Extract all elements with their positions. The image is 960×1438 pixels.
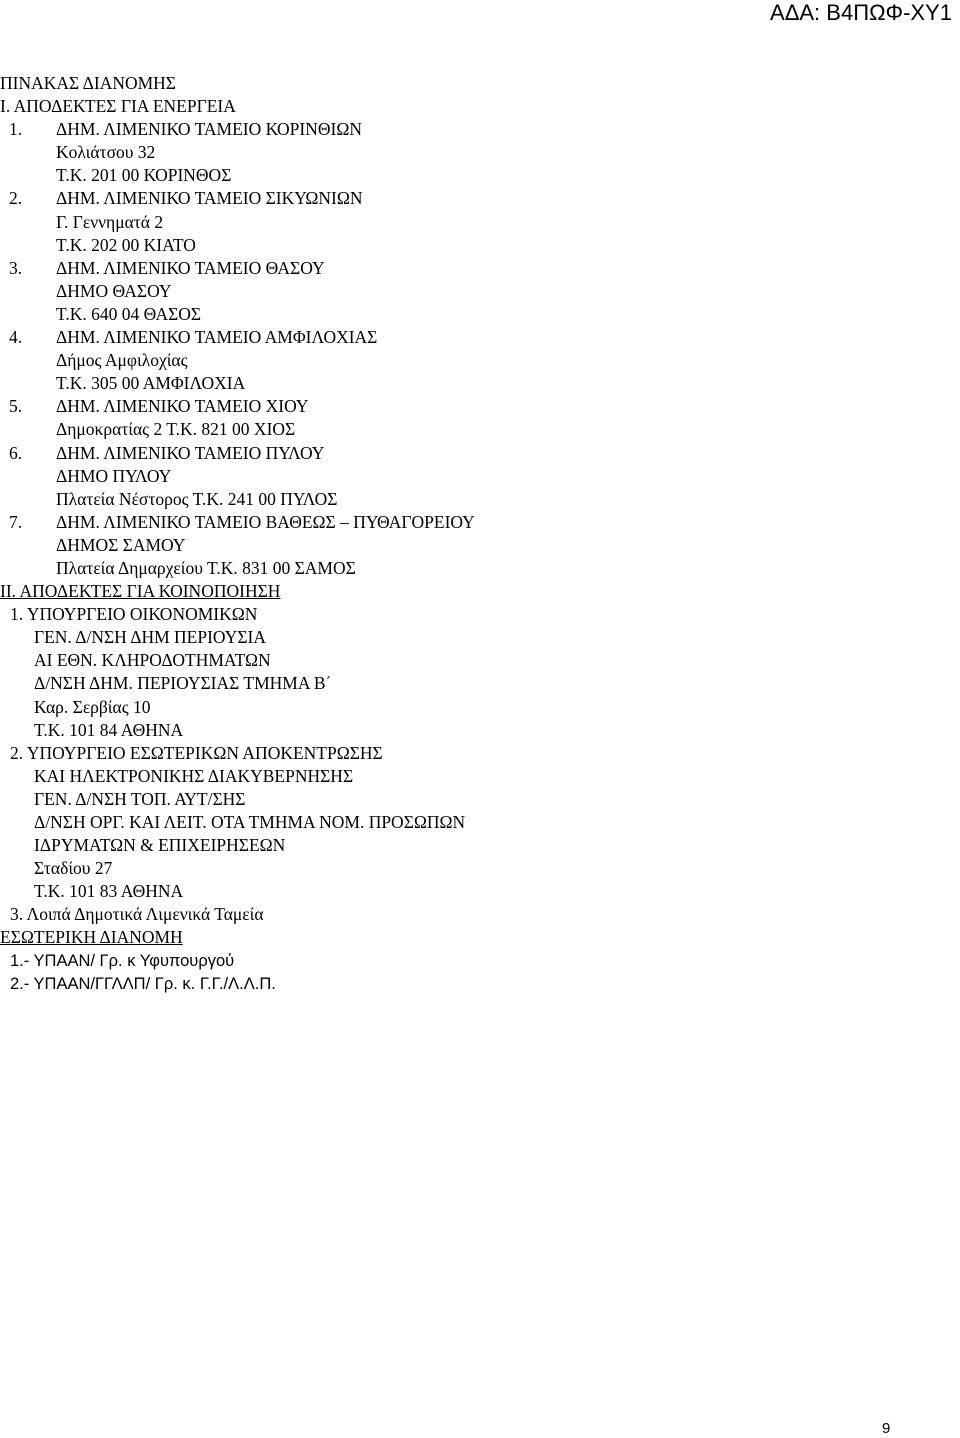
address-line: Τ.Κ. 101 84 ΑΘΗΝΑ (34, 719, 184, 740)
item-number: 4. (9, 327, 23, 348)
distribution-title: ΠΙΝΑΚΑΣ ΔΙΑΝΟΜΗΣ (0, 73, 176, 93)
address-line: ΔΗΜΟ ΘΑΣΟΥ (56, 280, 172, 301)
list-item (0, 118, 475, 141)
address-line: Πλατεία Νέστορος Τ.Κ. 241 00 ΠΥΛΟΣ (56, 488, 338, 509)
item-number: 1. (9, 119, 23, 140)
address-line: Σταδίου 27 (34, 858, 113, 879)
address-line: Τ.Κ. 305 00 ΑΜΦΙΛΟΧΙΑ (56, 373, 246, 394)
list-item: 2. ΥΠΟΥΡΓΕΙΟ ΕΣΩΤΕΡΙΚΩΝ ΑΠΟΚΕΝΤΡΩΣΗΣ (10, 742, 383, 763)
item-number: 6. (9, 442, 23, 463)
address-line: Τ.Κ. 101 83 ΑΘΗΝΑ (34, 881, 184, 902)
list-item (0, 326, 475, 349)
item-number: 3. (9, 257, 23, 278)
address-line: Δ/ΝΣΗ ΟΡΓ. ΚΑΙ ΛΕΙΤ. ΟΤΑ ΤΜΗΜΑ ΝΟΜ. ΠΡΟΣΩΠΩΝ (34, 812, 466, 832)
item-number: 7. (9, 511, 23, 532)
item-number: 5. (9, 396, 23, 417)
address-line: Γ. Γεννηματά 2 (56, 211, 164, 232)
address-line: ΓΕΝ. Δ/ΝΣΗ ΔΗΜ ΠΕΡΙΟΥΣΙΑ (34, 627, 266, 648)
address-line: Δήμος Αμφιλοχίας (56, 350, 188, 371)
address-line: Καρ. Σερβίας 10 (34, 696, 151, 717)
item-text: ΔΗΜ. ΛΙΜΕΝΙΚΟ ΤΑΜΕΙΟ ΚΟΡΙΝΘΙΩΝ (56, 119, 362, 140)
list-item (0, 187, 475, 210)
address-line: ΓΕΝ. Δ/ΝΣΗ ΤΟΠ. ΑΥΤ/ΣΗΣ (34, 788, 246, 809)
item-text: ΔΗΜ. ΛΙΜΕΝΙΚΟ ΤΑΜΕΙΟ ΣΙΚΥΩΝΙΩΝ (56, 188, 363, 209)
section-heading-action-recipients: Ι. ΑΠΟΔΕΚΤΕΣ ΓΙΑ ΕΝΕΡΓΕΙΑ (0, 96, 236, 117)
item-text: ΔΗΜ. ΛΙΜΕΝΙΚΟ ΤΑΜΕΙΟ ΒΑΘΕΩΣ – ΠΥΘΑΓΟΡΕΙΟΥ (56, 511, 475, 532)
item-number: 2. (9, 188, 23, 209)
address-line: ΔΗΜΟΣ ΣΑΜΟΥ (56, 534, 186, 555)
list-item: 1. ΥΠΟΥΡΓΕΙΟ ΟΙΚΟΝΟΜΙΚΩΝ (10, 604, 258, 625)
address-line: Πλατεία Δημαρχείου Τ.Κ. 831 00 ΣΑΜΟΣ (56, 557, 356, 578)
item-text: ΔΗΜ. ΛΙΜΕΝΙΚΟ ΤΑΜΕΙΟ ΘΑΣΟΥ (56, 257, 325, 278)
section-heading-notification-recipients: ΙΙ. ΑΠΟΔΕΚΤΕΣ ΓΙΑ ΚΟΙΝΟΠΟΙΗΣΗ (0, 581, 281, 602)
address-line: ΚΑΙ ΗΛΕΚΤΡΟΝΙΚΗΣ ΔΙΑΚΥΒΕΡΝΗΣΗΣ (34, 765, 354, 786)
ada-code-header: ΑΔΑ: Β4ΠΩΦ-ΧΥ1 (770, 0, 952, 25)
item-text: ΔΗΜ. ΛΙΜΕΝΙΚΟ ΤΑΜΕΙΟ ΑΜΦΙΛΟΧΙΑΣ (56, 327, 378, 348)
address-line: Τ.Κ. 201 00 ΚΟΡΙΝΘΟΣ (56, 165, 232, 186)
list-item: 3. Λοιπά Δημοτικά Λιμενικά Ταμεία (10, 904, 264, 925)
address-line: Τ.Κ. 202 00 ΚΙΑΤΟ (56, 234, 196, 255)
list-item (0, 395, 475, 418)
item-text: ΔΗΜ. ΛΙΜΕΝΙΚΟ ΤΑΜΕΙΟ ΠΥΛΟΥ (56, 442, 325, 463)
section-heading-internal-distribution: ΕΣΩΤΕΡΙΚΗ ΔΙΑΝΟΜΗ (0, 927, 183, 948)
list-item (0, 511, 475, 534)
address-line: Κολιάτσου 32 (56, 142, 156, 163)
item-text: ΔΗΜ. ΛΙΜΕΝΙΚΟ ΤΑΜΕΙΟ ΧΙΟΥ (56, 396, 309, 417)
page-number: 9 (882, 1420, 891, 1437)
list-item: 1.- ΥΠΑΑΝ/ Γρ. κ Υφυπουργού (10, 951, 235, 970)
address-line: ΔΗΜΟ ΠΥΛΟΥ (56, 465, 172, 486)
address-line: ΙΔΡΥΜΑΤΩΝ & ΕΠΙΧΕΙΡΗΣΕΩΝ (34, 835, 286, 856)
distribution-list (0, 72, 475, 996)
list-item (0, 442, 475, 465)
address-line: Δημοκρατίας 2 Τ.Κ. 821 00 ΧΙΟΣ (56, 419, 296, 440)
list-item (0, 257, 475, 280)
address-line: Δ/ΝΣΗ ΔΗΜ. ΠΕΡΙΟΥΣΙΑΣ ΤΜΗΜΑ Β΄ (34, 673, 332, 694)
list-item: 2.- ΥΠΑΑΝ/ΓΓΛΛΠ/ Γρ. κ. Γ.Γ./Λ.Λ.Π. (10, 974, 276, 993)
address-line: ΑΙ ΕΘΝ. ΚΛΗΡΟΔΟΤΗΜΑΤΩΝ (34, 650, 271, 671)
address-line: Τ.Κ. 640 04 ΘΑΣΟΣ (56, 303, 202, 324)
